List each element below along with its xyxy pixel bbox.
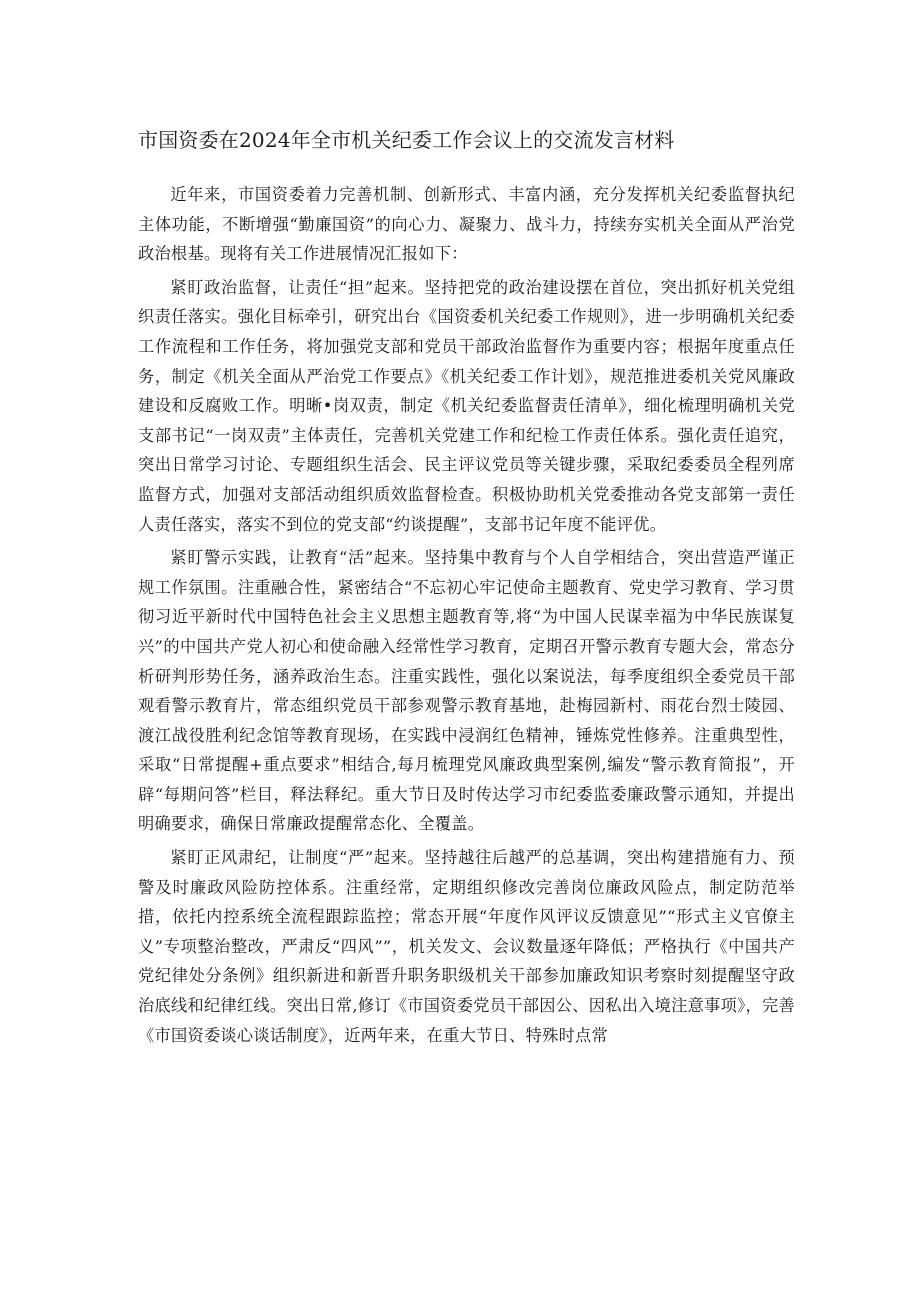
- paragraph-warning-education: 紧盯警示实践，让教育“活”起来。坚持集中教育与个人自学相结合，突出营造严谨正规工作氛围。注重融合性，紧密结合“不忘初心牢记使命主题教育、党史学习教育、学习贯彻习近平新时代中国特色社会主义思想主题教育等,将“为中国人民谋幸福为中华民族谋复兴”的中国共产党人初心和使命融入经常性学习教育，定期召开警示教育专题大会，常态分析研判形势任务，涵养政治生态。注重实践性，强化以案说法，每季度组织全委党员干部观看警示教育片，常态组织党员干部参观警示教育基地，赴梅园新村、雨花台烈士陵园、渡江战役胜利纪念馆等教育现场，在实践中浸润红色精神，锤炼党性修养。注重典型性，采取“日常提醒+重点要求”相结合,每月梳理党风廉政典型案例,编发“警示教育简报”，开辟“每期问答”栏目，释法释纪。重大节日及时传达学习市纪委监委廉政警示通知，并提出明确要求，确保日常廉政提醒常态化、全覆盖。: [138, 548, 795, 834]
- paragraph-discipline-system: 紧盯正风肃纪，让制度“严”起来。坚持越往后越严的总基调，突出构建措施有力、预警及时廉政风险防控体系。注重经常，定期组织修改完善岗位廉政风险点，制定防范举措，依托内控系统全流程跟踪监控；常态开展“年度作风评议反馈意见”“形式主义官僚主义”专项整治整改，严肃反“四风””，机关发文、会议数量逐年降低；严格执行《中国共产党纪律处分条例》组织新进和新晋升职务职级机关干部参加廉政知识考察时刻提醒坚守政治底线和纪律红线。突出日常,修订《市国资委党员干部因公、因私出入境注意事项》，完善《市国资委谈心谈话制度》，近两年来，在重大节日、特殊时点常: [138, 848, 795, 1045]
- paragraph-political-supervision: 紧盯政治监督，让责任“担”起来。坚持把党的政治建设摆在首位，突出抓好机关党组织责任落实。强化目标牵引，研究出台《国资委机关纪委工作规则》，进一步明确机关纪委工作流程和工作任务，将加强党支部和党员干部政治监督作为重要内容；根据年度重点任务，制定《机关全面从严治党工作要点》《机关纪委工作计划》，规范推进委机关党风廉政建设和反腐败工作。明晰•岗双责，制定《机关纪委监督责任清单》，细化梳理明确机关党支部书记“一岗双责”主体责任，完善机关党建工作和纪检工作责任体系。强化责任追究，突出日常学习讨论、专题组织生活会、民主评议党员等关键步骤，采取纪委委员全程列席监督方式，加强对支部活动组织质效监督检查。积极协助机关党委推动各党支部第一责任人责任落实，落实不到位的党支部“约谈提醒”，支部书记年度不能评优。: [138, 277, 795, 534]
- document-title: 市国资委在2024年全市机关纪委工作会议上的交流发言材料: [138, 128, 675, 152]
- paragraph-intro: 近年来，市国资委着力完善机制、创新形式、丰富内涵，充分发挥机关纪委监督执纪主体功能，不断增强“勤廉国资”的向心力、凝聚力、战斗力，持续夯实机关全面从严治党政治根基。现将有关工作进展情况汇报如下：: [138, 185, 795, 264]
- document-body: [138, 180, 795, 1054]
